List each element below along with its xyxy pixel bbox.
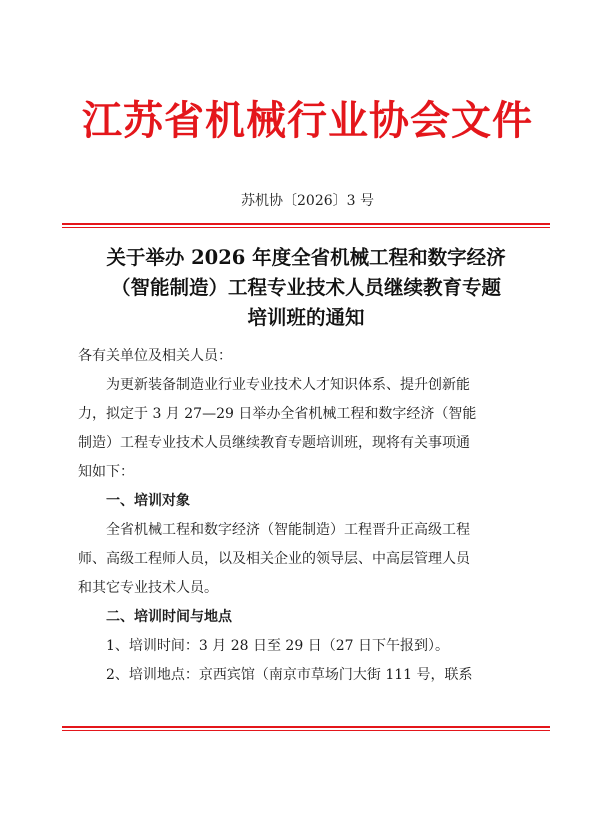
intro-paragraph-line: 知如下： (78, 464, 134, 480)
footer-divider-thick-line (62, 726, 550, 728)
notice-title-line: （智能制造）工程专业技术人员继续教育专题 (110, 276, 501, 299)
section1-paragraph-line: 和其它专业技术人员。 (78, 580, 218, 596)
section-heading-time-location: 二、培训时间与地点 (106, 609, 232, 625)
footer-divider (62, 726, 550, 731)
section1-paragraph-line: 全省机械工程和数字经济（智能制造）工程晋升正高级工程 (106, 522, 470, 538)
notice-body (78, 342, 536, 690)
intro-paragraph-line: 为更新装备制造业行业专业技术人才知识体系、提升创新能 (106, 377, 470, 393)
document-header-title: 江苏省机械行业协会文件 (82, 97, 533, 144)
notice-title-line: 关于举办 2026 年度全省机械工程和数字经济 (106, 246, 506, 269)
header-divider (62, 223, 550, 228)
header-divider-thin-line (62, 227, 550, 228)
section-heading-training-target: 一、培训对象 (106, 493, 190, 509)
intro-paragraph-line: 力，拟定于 3 月 27—29 日举办全省机械工程和数字经济（智能 (78, 406, 477, 422)
intro-paragraph-line: 制造）工程专业技术人员继续教育专题培训班，现将有关事项通 (78, 435, 470, 451)
header-divider-thick-line (62, 223, 550, 225)
salutation: 各有关单位及相关人员： (78, 348, 232, 364)
training-time-item: 1、培训时间：3 月 28 日至 29 日（27 日下午报到）。 (106, 638, 449, 654)
training-location-item: 2、培训地点：京西宾馆（南京市草场门大街 111 号，联系 (106, 667, 473, 683)
section1-paragraph-line: 师、高级工程师人员，以及相关企业的领导层、中高层管理人员 (78, 551, 470, 567)
notice-title (62, 243, 550, 333)
document-number: 苏机协〔2026〕3 号 (241, 193, 374, 209)
notice-title-line: 培训班的通知 (247, 306, 365, 329)
footer-divider-thin-line (62, 730, 550, 731)
